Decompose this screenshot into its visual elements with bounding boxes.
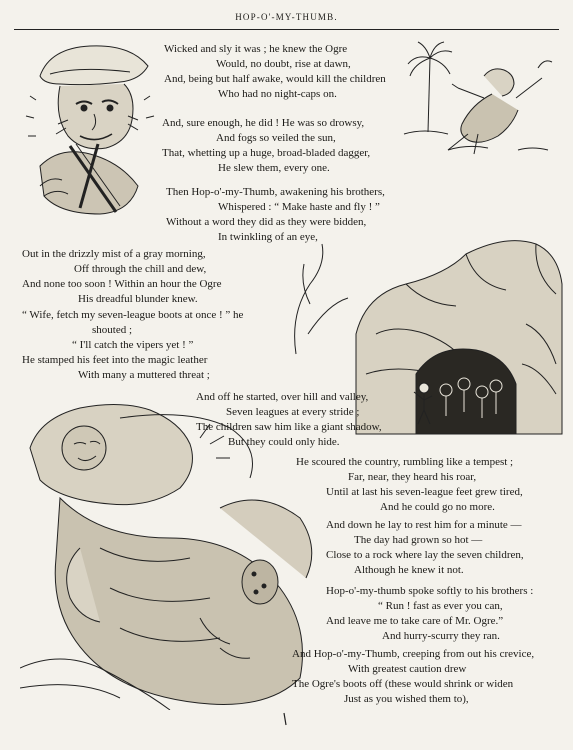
page-header: HOP-O'-MY-THUMB. bbox=[235, 12, 338, 22]
stanza-line: He stamped his feet into the magic leather bbox=[22, 354, 208, 366]
stanza-line: “ Wife, fetch my seven-league boots at once ! ” he bbox=[22, 309, 244, 321]
stanza-6 bbox=[196, 390, 382, 450]
stanza-line: The day had grown so hot — bbox=[354, 534, 483, 546]
stanza-line: And he could go no more. bbox=[380, 501, 495, 513]
stanza-9 bbox=[326, 584, 533, 644]
stanza-line: shouted ; bbox=[92, 324, 133, 336]
stanza-8 bbox=[326, 518, 524, 578]
ogre-with-dagger-engraving-icon bbox=[20, 36, 162, 218]
stanza-line: Without a word they did as they were bidden, bbox=[166, 216, 367, 228]
stanza-line: With greatest caution drew bbox=[348, 663, 467, 675]
stanza-line: Although he knew it not. bbox=[354, 564, 464, 576]
stanza-line: Hop-o'-my-thumb spoke softly to his brothers : bbox=[326, 585, 534, 597]
stanza-line: “ I'll catch the vipers yet ! ” bbox=[72, 339, 194, 351]
stanza-1 bbox=[164, 42, 386, 102]
stanza-10 bbox=[292, 647, 534, 707]
header-rule bbox=[14, 29, 559, 30]
stanza-5 bbox=[22, 308, 243, 383]
stanza-line: “ Run ! fast as ever you can, bbox=[378, 600, 503, 612]
stanza-line: Close to a rock where lay the seven children, bbox=[326, 549, 524, 561]
stanza-line: Until at last his seven-league feet grew tired, bbox=[326, 486, 523, 498]
stanza-line: The children saw him like a giant shadow, bbox=[196, 421, 382, 433]
stanza-2 bbox=[162, 116, 370, 176]
stanza-line: Seven leagues at every stride ; bbox=[226, 406, 360, 418]
running-ogre-palm-trees-engraving-icon bbox=[398, 38, 558, 156]
stanza-line: And off he started, over hill and valley, bbox=[196, 391, 369, 403]
stanza-line: Off through the chill and dew, bbox=[74, 263, 207, 275]
stanza-line: The Ogre's boots off (these would shrink or widen bbox=[292, 678, 514, 690]
stanza-3 bbox=[166, 185, 385, 245]
stanza-line: Out in the drizzly mist of a gray morning, bbox=[22, 248, 206, 260]
stanza-line: Whispered : “ Make haste and fly ! ” bbox=[218, 201, 380, 213]
stanza-line: Wicked and sly it was ; he knew the Ogre bbox=[164, 43, 348, 55]
stanza-line: And Hop-o'-my-Thumb, creeping from out his crevice, bbox=[292, 648, 535, 660]
stanza-line: His dreadful blunder knew. bbox=[78, 293, 198, 305]
stanza-line: Just as you wished them to), bbox=[344, 693, 469, 705]
stanza-line: Then Hop-o'-my-Thumb, awakening his brothers, bbox=[166, 186, 385, 198]
page-folio-mark-icon bbox=[282, 712, 288, 726]
stanza-line: And, being but half awake, would kill the children bbox=[164, 73, 386, 85]
stanza-line: He slew them, every one. bbox=[218, 162, 330, 174]
stanza-line: And down he lay to rest him for a minute — bbox=[326, 519, 522, 531]
stanza-line: He scoured the country, rumbling like a tempest ; bbox=[296, 456, 514, 468]
stanza-line: And none too soon ! Within an hour the Ogre bbox=[22, 278, 222, 290]
stanza-line: That, whetting up a huge, broad-bladed dagger, bbox=[162, 147, 371, 159]
stanza-line: In twinkling of an eye, bbox=[218, 231, 318, 243]
stanza-line: And, sure enough, he did ! He was so drowsy, bbox=[162, 117, 365, 129]
stanza-line: Who had no night-caps on. bbox=[218, 88, 337, 100]
stanza-line: With many a muttered threat ; bbox=[78, 369, 210, 381]
stanza-line: And hurry-scurry they ran. bbox=[382, 630, 500, 642]
stanza-line: But they could only hide. bbox=[228, 436, 340, 448]
stanza-7 bbox=[296, 455, 523, 515]
stanza-line: And fogs so veiled the sun, bbox=[216, 132, 336, 144]
stanza-line: And leave me to take care of Mr. Ogre.” bbox=[326, 615, 504, 627]
stanza-line: Far, near, they heard his roar, bbox=[348, 471, 477, 483]
stanza-4 bbox=[22, 247, 221, 307]
stanza-line: Would, no doubt, rise at dawn, bbox=[216, 58, 351, 70]
